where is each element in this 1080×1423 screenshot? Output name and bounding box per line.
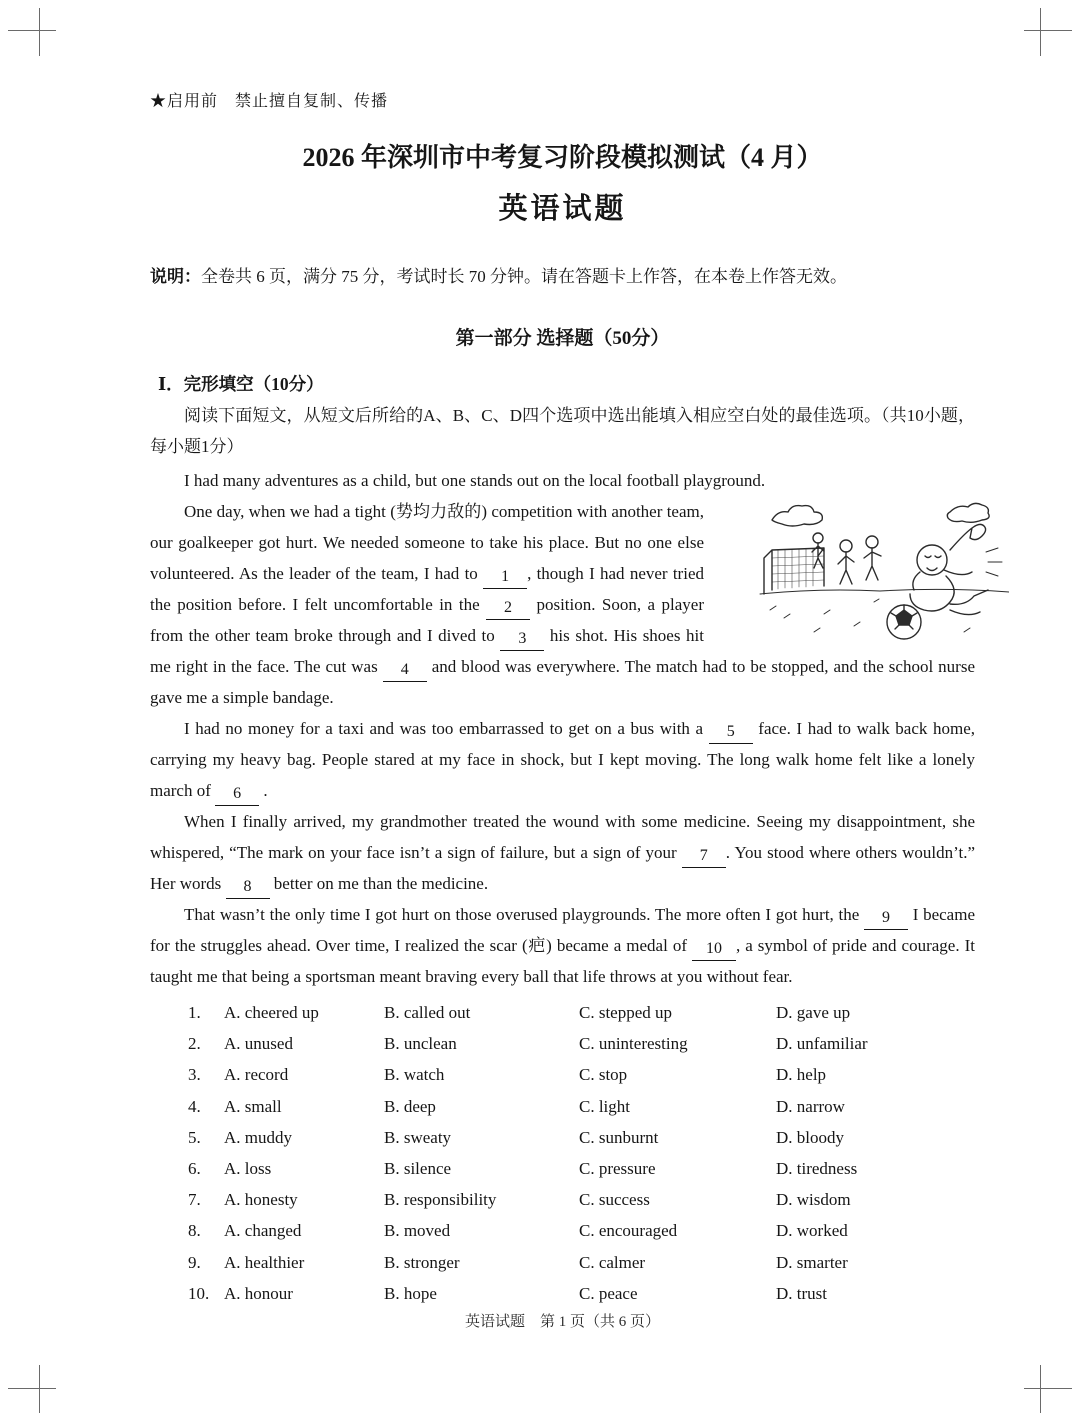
passage-text: and blood was everywhere. The match had to be stopped, and the school nurse gave me a simple bandage. [150, 657, 975, 707]
option-c: C. sunburnt [579, 1127, 659, 1147]
exam-note [150, 264, 975, 290]
option-c: C. light [579, 1096, 631, 1116]
option-d: D. worked [776, 1221, 848, 1241]
option-d: D. bloody [776, 1127, 844, 1147]
option-c: C. stop [579, 1065, 628, 1085]
passage-text: face. I had to walk back home, carrying my heavy bag. People stared at my face in shock, but I kept moving. The long walk home felt like a lonely march of [150, 719, 976, 800]
options-row-1 [188, 997, 975, 1028]
crop-mark-top-left [8, 30, 56, 31]
passage-text: I had no money for a taxi and was too embarrassed to get on a bus with a [184, 719, 709, 738]
option-c: C. uninteresting [579, 1034, 688, 1054]
crop-mark-bottom-right [1040, 1365, 1041, 1413]
cloze-blank-10: 10 [692, 939, 736, 961]
option-number: 2. [188, 1034, 201, 1054]
options-row-9 [188, 1247, 975, 1278]
cloze-blank-1: 1 [483, 567, 527, 589]
passage-text: I had many adventures as a child, but one stands out on the local football playground. [184, 471, 766, 490]
option-a: A. cheered up [224, 1003, 319, 1022]
option-c: C. success [579, 1190, 650, 1210]
option-a: A. changed [224, 1221, 302, 1241]
passage-paragraph-5 [150, 899, 975, 992]
crop-mark-top-right [1024, 30, 1072, 31]
passage-text: That wasn’t the only time I got hurt on those overused playgrounds. The more often I got hurt, the [184, 905, 864, 924]
passage-text: his shot. His shoes hit me right in the face. The cut was [150, 626, 704, 676]
option-number: 1. [188, 1003, 201, 1022]
option-number: 7. [188, 1190, 201, 1210]
option-d: D. wisdom [776, 1190, 851, 1210]
exam-note-text: 全卷共 6 页，满分 75 分，考试时长 70 分钟。请在答题卡上作答，在本卷上作答无效。 [201, 267, 847, 286]
option-number: 10. [188, 1283, 210, 1303]
page-footer: 英语试题 第 1 页（共 6 页） [464, 1314, 660, 1330]
part1-heading: Ⅰ．完形填空（10分） [158, 374, 324, 394]
option-b: B. watch [384, 1065, 445, 1085]
option-b: B. sweaty [384, 1127, 452, 1147]
option-c: C. stepped up [579, 1003, 673, 1022]
cloze-passage [150, 465, 975, 992]
option-a: A. muddy [224, 1127, 292, 1147]
option-a: A. unused [224, 1034, 293, 1054]
crop-mark-bottom-left [39, 1365, 40, 1413]
option-b: B. hope [384, 1283, 437, 1303]
cloze-blank-7: 7 [682, 846, 726, 868]
option-number: 8. [188, 1221, 201, 1241]
options-row-5 [188, 1122, 975, 1153]
passage-text: . You stood where others wouldn’t.” Her words [150, 843, 976, 893]
options-row-10 [188, 1278, 975, 1309]
passage-paragraph-3 [150, 713, 975, 806]
option-number: 4. [188, 1096, 201, 1116]
option-a: A. loss [224, 1159, 272, 1179]
option-number: 5. [188, 1127, 201, 1147]
options-row-6 [188, 1153, 975, 1184]
crop-mark-top-right [1040, 8, 1041, 56]
cloze-blank-8: 8 [226, 877, 270, 899]
option-c: C. pressure [579, 1159, 656, 1179]
option-b: B. silence [384, 1159, 452, 1179]
cloze-blank-5: 5 [709, 722, 753, 744]
passage-text: position. Soon, a player from the other team broke through and I dived to [150, 595, 704, 645]
option-b: B. unclean [384, 1034, 457, 1054]
cloze-blank-6: 6 [215, 784, 259, 806]
cloze-blank-3: 3 [500, 629, 544, 651]
option-b: B. stronger [384, 1252, 460, 1272]
confidentiality-notice: ★启用前 禁止擅自复制、传播 [150, 93, 389, 110]
options-list [188, 997, 975, 1309]
passage-text: , though I had never tried the position before. I felt uncomfortable in the [150, 564, 704, 614]
options-row-8 [188, 1215, 975, 1246]
options-row-4 [188, 1091, 975, 1122]
option-d: D. trust [776, 1283, 827, 1303]
option-d: D. narrow [776, 1096, 845, 1116]
exam-note-label: 说明： [150, 267, 201, 286]
option-d: D. help [776, 1065, 827, 1085]
option-a: A. healthier [224, 1252, 305, 1272]
passage-paragraph-4 [150, 806, 975, 899]
option-d: D. gave up [776, 1003, 851, 1022]
option-c: C. encouraged [579, 1221, 678, 1241]
crop-mark-bottom-left [8, 1388, 56, 1389]
option-d: D. unfamiliar [776, 1034, 868, 1054]
option-number: 3. [188, 1065, 201, 1085]
part1-instructions: 阅读下面短文，从短文后所给的A、B、C、D四个选项中选出能填入相应空白处的最佳选项。（共10小题，每小题1分） [150, 406, 975, 456]
passage-text: I became for the struggles ahead. Over time, I realized the scar (疤) became a medal of [150, 905, 975, 955]
passage-text: . [259, 781, 268, 800]
passage-text: One day, when we had a tight (势均力敌的) competition with another team, our goalkeeper got hurt. We needed someone to take his place. But no one else volunteered. As the leader of the team, I had to [150, 502, 704, 583]
passage-text: , a symbol of pride and courage. It taught me that being a sportsman meant braving every ball that life throws at you without fear. [150, 936, 975, 986]
option-number: 9. [188, 1252, 201, 1272]
options-row-3 [188, 1059, 975, 1090]
option-b: B. called out [384, 1003, 471, 1022]
crop-mark-bottom-right [1024, 1388, 1072, 1389]
passage-text: better on me than the medicine. [269, 874, 489, 893]
option-a: A. record [224, 1065, 289, 1085]
passage-text: When I finally arrived, my grandmother treated the wound with some medicine. Seeing my disappointment, she whispered, “The mark on your face isn’t a sign of failure, but a sign of your [150, 812, 975, 862]
crop-mark-top-left [39, 8, 40, 56]
option-b: B. moved [384, 1221, 451, 1241]
passage-paragraph-2 [150, 496, 975, 713]
exam-subject-title: 英语试题 [498, 193, 627, 225]
option-a: A. small [224, 1096, 282, 1116]
section-title: 第一部分 选择题（50分） [455, 328, 670, 349]
option-d: D. smarter [776, 1252, 848, 1272]
option-c: C. calmer [579, 1252, 646, 1272]
cloze-blank-9: 9 [864, 908, 908, 930]
option-d: D. tiredness [776, 1159, 858, 1179]
option-b: B. responsibility [384, 1190, 497, 1210]
option-number: 6. [188, 1159, 201, 1179]
option-c: C. peace [579, 1283, 638, 1303]
cloze-blank-2: 2 [486, 598, 530, 620]
options-row-7 [188, 1184, 975, 1215]
exam-title: 2026 年深圳市中考复习阶段模拟测试（4 月） [302, 143, 823, 172]
football-injury-illustration [720, 498, 975, 648]
option-b: B. deep [384, 1096, 436, 1116]
option-a: A. honour [224, 1283, 293, 1303]
passage-paragraph-1 [150, 465, 975, 496]
options-row-2 [188, 1028, 975, 1059]
option-a: A. honesty [224, 1190, 298, 1210]
cloze-blank-4: 4 [383, 660, 427, 682]
